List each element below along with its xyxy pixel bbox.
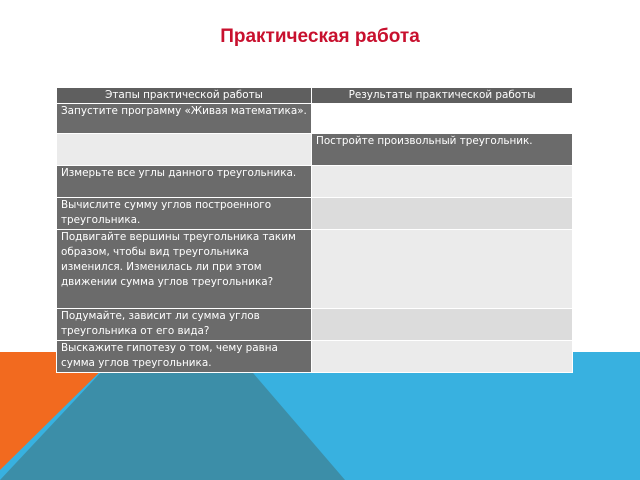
table-row — [57, 104, 573, 134]
table-row — [57, 198, 573, 230]
step-cell: Вычислите сумму углов построенного треугольника. — [57, 198, 312, 230]
step-cell: Постройте произвольный треугольник. — [312, 134, 573, 166]
table-header-row — [57, 88, 573, 104]
result-cell[interactable] — [57, 134, 312, 166]
table-row — [57, 309, 573, 341]
step-cell: Подумайте, зависит ли сумма углов треугольника от его вида? — [57, 309, 312, 341]
result-cell[interactable] — [312, 166, 573, 198]
result-cell[interactable] — [312, 341, 573, 373]
step-cell: Измерьте все углы данного треугольника. — [57, 166, 312, 198]
step-cell: Запустите программу «Живая математика». — [57, 104, 312, 134]
header-results: Результаты практической работы — [312, 88, 573, 104]
step-cell: Подвигайте вершины треугольника таким образом, чтобы вид треугольника изменился. Изменилась ли при этом движении сумма углов треугольника? — [57, 230, 312, 309]
table-row — [57, 341, 573, 373]
result-cell[interactable] — [312, 309, 573, 341]
table-row — [57, 230, 573, 309]
result-cell[interactable] — [312, 198, 573, 230]
table-row — [57, 166, 573, 198]
step-cell: Выскажите гипотезу о том, чему равна сумма углов треугольника. — [57, 341, 312, 373]
practical-work-table — [56, 87, 573, 373]
slide-title: Практическая работа — [220, 26, 420, 47]
result-cell[interactable] — [312, 230, 573, 309]
header-stages: Этапы практической работы — [57, 88, 312, 104]
